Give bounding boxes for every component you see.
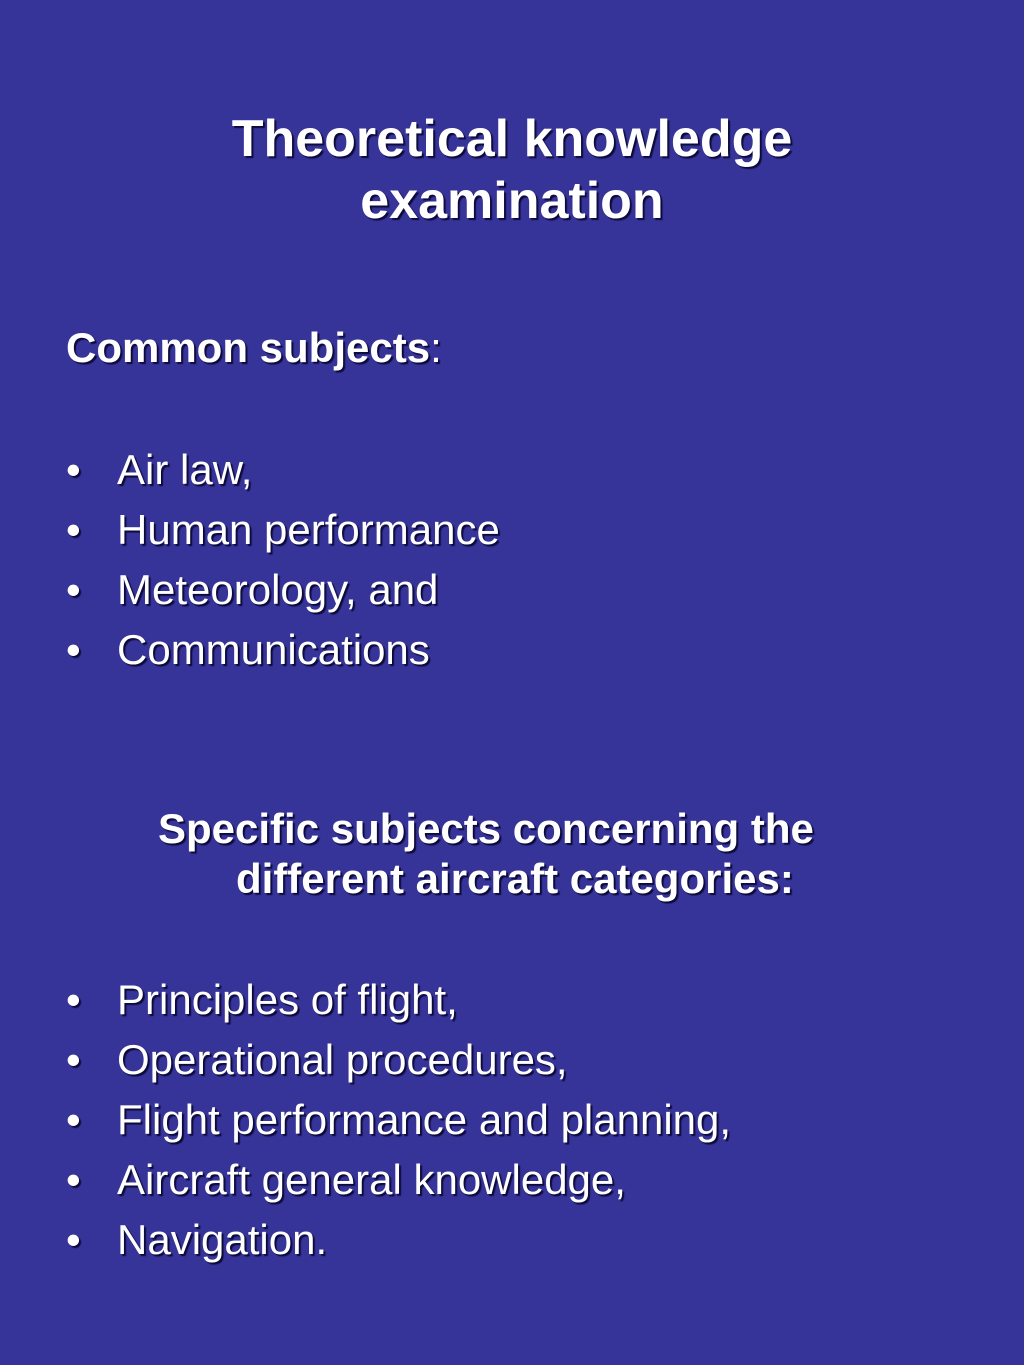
bullet-icon: • (66, 1096, 81, 1143)
bullet-icon: • (66, 626, 81, 673)
specific-subjects-list (66, 970, 731, 1270)
bullet-icon: • (66, 446, 81, 493)
bullet-icon: • (66, 1156, 81, 1203)
list-item (66, 1210, 731, 1270)
list-item (66, 440, 500, 500)
list-item-text: Aircraft general knowledge, (117, 1156, 626, 1203)
list-item-text: Meteorology, and (117, 566, 439, 613)
list-item (66, 1030, 731, 1090)
list-item-text: Principles of flight, (117, 976, 458, 1023)
slide-title-line-2: examination (360, 172, 664, 230)
list-item (66, 1150, 731, 1210)
specific-subjects-heading (0, 804, 1024, 904)
list-item (66, 1090, 731, 1150)
list-item (66, 970, 731, 1030)
common-subjects-list (66, 440, 500, 680)
list-item-text: Navigation. (117, 1216, 328, 1263)
slide-title (0, 108, 1024, 232)
slide-title-line-1: Theoretical knowledge (231, 110, 793, 168)
list-item-text: Human performance (117, 506, 500, 553)
bullet-icon: • (66, 1216, 81, 1263)
specific-subjects-heading-line-2: different aircraft categories: (236, 855, 794, 902)
common-subjects-heading-colon: : (430, 324, 442, 371)
list-item (66, 560, 500, 620)
list-item (66, 500, 500, 560)
list-item-text: Air law, (117, 446, 253, 493)
bullet-icon: • (66, 566, 81, 613)
list-item-text: Communications (117, 626, 430, 673)
common-subjects-heading-text: Common subjects (66, 324, 431, 371)
specific-subjects-heading-line-1: Specific subjects concerning the (158, 805, 814, 852)
bullet-icon: • (66, 506, 81, 553)
bullet-icon: • (66, 1036, 81, 1083)
list-item-text: Operational procedures, (117, 1036, 568, 1083)
bullet-icon: • (66, 976, 81, 1023)
list-item (66, 620, 500, 680)
common-subjects-heading (66, 322, 442, 374)
list-item-text: Flight performance and planning, (117, 1096, 732, 1143)
